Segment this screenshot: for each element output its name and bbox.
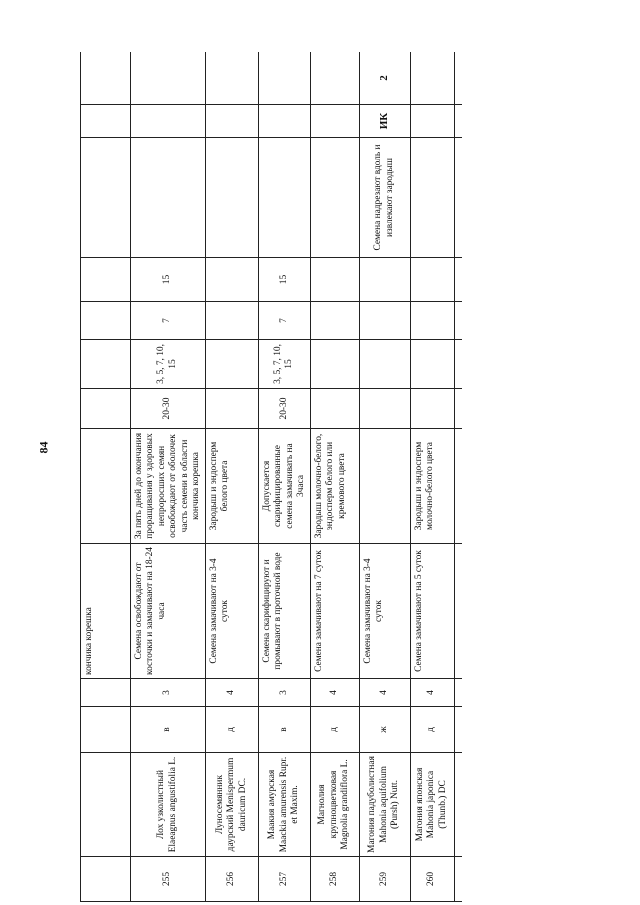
cell: [81, 302, 131, 340]
method-value: [131, 105, 206, 138]
method-continuation-cell: кончика корешка: [81, 544, 131, 679]
cell: [81, 52, 131, 105]
table-row: [258, 52, 310, 902]
evaluation-text: Зародыш молочно-белого, эндосперм белого или кремового цвета: [310, 429, 359, 544]
cell: [81, 105, 131, 138]
cell: [454, 429, 462, 544]
cell: [454, 857, 462, 902]
cell: [454, 258, 462, 302]
preparation-text: Семена освобождают от косточки и замачивают на 18-24 часа: [131, 544, 206, 679]
group-letter: д: [205, 707, 258, 753]
temperature-value: [310, 389, 359, 429]
row-number: 258: [310, 857, 359, 902]
notes-text: [310, 138, 359, 258]
header-continuation-row: [81, 52, 131, 902]
notes-text: [131, 138, 206, 258]
cell: [454, 753, 462, 857]
species-name: Луносемянник даурский Menispermum dauricum DC.: [205, 753, 258, 857]
germination-days-value: [410, 258, 454, 302]
notes-text: Семена надрезают вдоль и извлекают зародыш: [359, 138, 410, 258]
cell: [454, 544, 462, 679]
germination-days-value: [359, 258, 410, 302]
temperature-value: [359, 389, 410, 429]
energy-days-value: [359, 302, 410, 340]
cell: [81, 857, 131, 902]
count-days-value: 3, 5, 7, 10, 15: [258, 340, 310, 389]
rotated-table-container: [80, 52, 462, 902]
table-row: [310, 52, 359, 902]
group-letter: в: [258, 707, 310, 753]
method-value: [205, 105, 258, 138]
energy-days-value: 7: [258, 302, 310, 340]
group-letter: д: [310, 707, 359, 753]
table-row: [410, 52, 454, 902]
extra-value: [258, 52, 310, 105]
count-days-value: [310, 340, 359, 389]
code-value: 4: [359, 679, 410, 707]
cell: [454, 679, 462, 707]
code-value: 4: [410, 679, 454, 707]
cell: [81, 753, 131, 857]
cell: [454, 302, 462, 340]
evaluation-text: [359, 429, 410, 544]
count-days-value: [410, 340, 454, 389]
table-row: [205, 52, 258, 902]
page-number: 84: [36, 441, 51, 454]
row-number: 260: [410, 857, 454, 902]
code-value: 4: [205, 679, 258, 707]
group-letter: ж: [359, 707, 410, 753]
cell: [81, 389, 131, 429]
method-value: [310, 105, 359, 138]
evaluation-text: За пять дней до окончания проращивания у здоровых непроросших семян освобождают от оболочек часть семени в области кончика корешка: [131, 429, 206, 544]
row-number: 259: [359, 857, 410, 902]
cell: [81, 138, 131, 258]
notes-text: [258, 138, 310, 258]
germination-days-value: [205, 258, 258, 302]
cell: [81, 258, 131, 302]
germination-days-value: [310, 258, 359, 302]
notes-text: [410, 138, 454, 258]
code-value: 3: [258, 679, 310, 707]
table-row: [359, 52, 410, 902]
species-name: Магнолия крупноцветковая Magnolia grandiflora L.: [310, 753, 359, 857]
table-row: [131, 52, 206, 902]
preparation-text: Семена замачивают на 3-4 суток: [359, 544, 410, 679]
cell: [81, 707, 131, 753]
cell: [81, 429, 131, 544]
temperature-value: [205, 389, 258, 429]
germination-days-value: 15: [258, 258, 310, 302]
cell: [454, 52, 462, 105]
cell: [454, 707, 462, 753]
species-name: Магония японская Mahonia japonica (Thunb.) DC: [410, 753, 454, 857]
evaluation-text: Допускается скарифицированные семена замачивать на 3часа: [258, 429, 310, 544]
method-value: [258, 105, 310, 138]
energy-days-value: [310, 302, 359, 340]
energy-days-value: 7: [131, 302, 206, 340]
count-days-value: [359, 340, 410, 389]
notes-text: [205, 138, 258, 258]
energy-days-value: [205, 302, 258, 340]
extra-value: [131, 52, 206, 105]
energy-days-value: [410, 302, 454, 340]
preparation-text: Семена замачивают на 7 суток: [310, 544, 359, 679]
cell: [454, 138, 462, 258]
code-value: 4: [310, 679, 359, 707]
cell: [81, 679, 131, 707]
species-name: Магония падуболистная Mahonia aquifolium (Pursh) Nutt.: [359, 753, 410, 857]
cell: [454, 105, 462, 138]
cell: [454, 389, 462, 429]
seed-table-frame: [80, 52, 462, 902]
count-days-value: 3, 5, 7, 10, 15: [131, 340, 206, 389]
extra-value: [310, 52, 359, 105]
seed-testing-table: [80, 52, 462, 902]
extra-value: [205, 52, 258, 105]
method-value: [410, 105, 454, 138]
preparation-text: Семена замачивают на 3-4 суток: [205, 544, 258, 679]
row-number: 256: [205, 857, 258, 902]
row-number: 257: [258, 857, 310, 902]
method-value: ИК: [359, 105, 410, 138]
species-name: Лох узколистный Elaeagnus angustifolia L.: [131, 753, 206, 857]
count-days-value: [205, 340, 258, 389]
cell: [454, 340, 462, 389]
preparation-text: Семена скарифицируют и промывают в проточной воде: [258, 544, 310, 679]
germination-days-value: 15: [131, 258, 206, 302]
temperature-value: 20-30: [258, 389, 310, 429]
extra-value: 2: [359, 52, 410, 105]
evaluation-text: Зародыш и эндосперм белого цвета: [205, 429, 258, 544]
group-letter: д: [410, 707, 454, 753]
code-value: 3: [131, 679, 206, 707]
temperature-value: [410, 389, 454, 429]
group-letter: в: [131, 707, 206, 753]
cell: [81, 340, 131, 389]
evaluation-text: Зародыш и эндосперм молочно-белого цвета: [410, 429, 454, 544]
extra-value: [410, 52, 454, 105]
preparation-text: Семена замачивают на 5 суток: [410, 544, 454, 679]
table-row-empty: [454, 52, 462, 902]
species-name: Маакия амурская Maackia amurensis Rupr. et Maxim.: [258, 753, 310, 857]
temperature-value: 20-30: [131, 389, 206, 429]
row-number: 255: [131, 857, 206, 902]
